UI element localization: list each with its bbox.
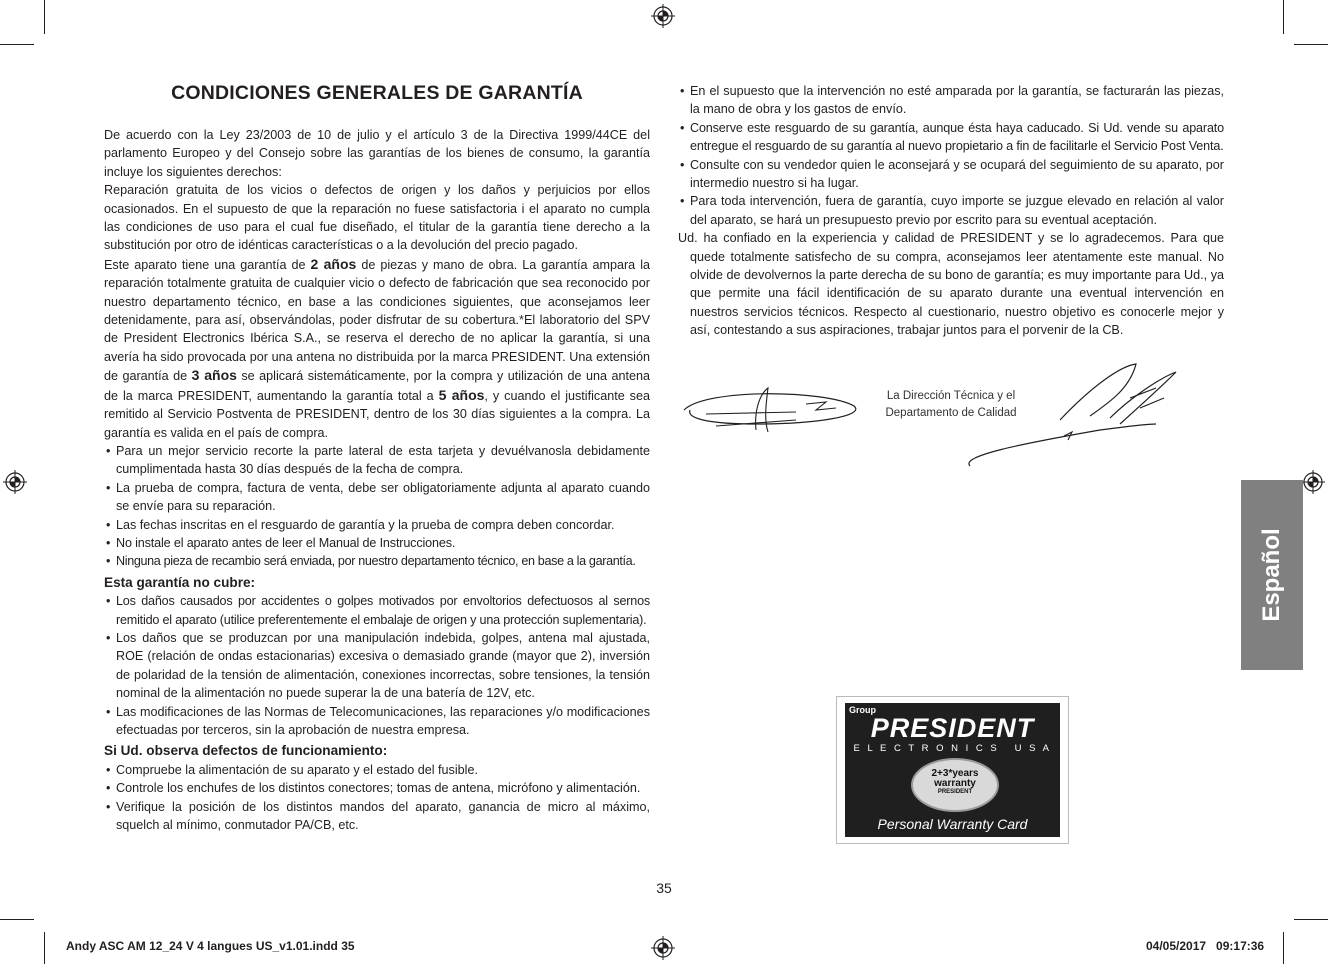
text-run: de piezas y mano de obra. La garantía ampara la reparación totalmente gratuita de cualquier vicio o defecto de fabricación que sea reconocido por nuestro departamento técnico, en base a las condiciones siguientes, que aconsejamos leer detenidamente, para así, observándolas, poder disfrutar de su cobertura.*El laboratorio del SPV de President Electronics Ibérica S.A., se reserva el derecho de no aplicar la garantía, si una avería ha sido provocada por una antena no distribuida por la marca PRESIDENT. Una extensión de garantía de [104,257,650,384]
list-item: • Ninguna pieza de recambio será enviada, por nuestro departamento técnico, en base a la garantía. [104,552,650,570]
intro-paragraph: De acuerdo con la Ley 23/2003 de 10 de julio y el artículo 3 de la Directiva 1999/44CE del parlamento Europeo y del Consejo sobre las garantías de los bienes de consumo, la garantía incluye los siguientes derechos: [104,128,650,179]
card-subtitle: E L E C T R O N I C S U S A [853,743,1052,754]
emphasis-text: 3 años [191,367,237,384]
crop-mark [1294,919,1328,920]
list-item: • Las modificaciones de las Normas de Telecomunicaciones, las reparaciones y/o modificaciones efectuadas por terceros, sin la aprobación de nuestra empresa. [104,703,650,740]
list-item: • Para un mejor servicio recorte la parte lateral de esta tarjeta y devuélvanosla debidamente cumplimentada hasta 30 días después de la fecha de compra. [104,442,650,479]
crop-mark [1283,932,1284,964]
crop-mark [1283,0,1284,34]
text-run: se aplicará sistemáticamente, por la compra y utilización de una antena de la marca PRESIDENT, aumentando la garantía total a [104,369,650,403]
warranty-badge [911,758,999,812]
left-column [104,126,650,834]
exclusions-list [104,592,650,739]
emphasis-text: 2 años [310,255,357,272]
section-heading: Si Ud. observa defectos de funcionamiento: [104,743,388,759]
crop-mark [44,0,45,34]
card-group-label: Group [849,705,876,715]
warranty-paragraph [104,255,650,442]
registration-mark-icon [1301,470,1325,494]
registration-mark-icon [651,936,675,960]
signature-left-icon [676,380,866,440]
list-item: • En el supuesto que la intervención no esté amparada por la garantía, se facturarán las piezas, la mano de obra y los gastos de envío. [678,82,1224,119]
text-run: , y cuando el justificante sea remitido al Servicio Postventa de PRESIDENT, dentro de los 30 días siguientes a la compra. La garantía es valida en el país de compra. [104,388,650,440]
page-title: CONDICIONES GENERALES DE GARANTÍA [171,82,583,104]
list-item: • Consulte con su vendedor quien le aconsejará y se ocupará del seguimiento de su aparato, por intermedio nuestro si ha lugar. [678,156,1224,193]
section-heading: Esta garantía no cubre: [104,574,256,590]
list-item: • Para toda intervención, fuera de garantía, cuyo importe se juzgue elevado en relación al valor del aparato, se hará un presupuesto previo por escrito para su eventual aceptación. [678,192,1224,229]
card-brand-logo: PRESIDENT [870,713,1035,743]
registration-mark-icon [651,4,675,28]
list-item: • Los daños causados por accidentes o golpes motivados por envoltorios defectuosos al sernos remitido el aparato (utilice preferentemente el embalaje de origen y una protección suplementaria). [104,592,650,629]
list-item: • Conserve este resguardo de su garantía, aunque ésta haya caducado. Si Ud. vende su aparato entregue el resguardo de su garantía al nuevo propietario a fin de facilitarle el Servicio Post Venta. [678,119,1224,156]
list-item: • Los daños que se produzcan por una manipulación indebida, golpes, antena mal ajustada, ROE (relación de ondas estacionarias) excesiva o demasiado grande (mayor que 2), inversión de polaridad de la tensión de alimentación, conexiones incorrectas, sobre tensiones, la tensión nominal de la alimentación no puede superar la de una batería de 12V, etc. [104,629,650,703]
warranty-card [845,703,1060,837]
right-column [678,82,1224,340]
crop-mark [44,932,45,964]
list-item: • Compruebe la alimentación de su aparato y el estado del fusible. [104,761,650,779]
repair-paragraph: Reparación gratuita de los vicios o defectos de origen y los daños y perjuicios por ellos ocasionados. En el supuesto de que la reparación no fuese satisfactoria i el aparato no cumpla las condiciones de uso para el cual fue diseñado, el titular de la garantía tiene derecho a la substitución por otro de idénticas características o a la devolución del precio pagado. [104,183,650,253]
footer-file-info: Andy ASC AM 12_24 V 4 langues US_v1.01.indd 35 [66,939,355,953]
language-tab [1241,480,1303,670]
crop-mark [0,44,34,45]
signature-caption-line: Departamento de Calidad [885,407,1017,419]
signature-caption-line: La Dirección Técnica y el [886,390,1016,402]
list-item: • Verifique la posición de los distintos mandos del aparato, ganancia de micro al máximo, squelch al mínimo, conmutador PA/CB, etc. [104,798,650,835]
text-run: Este aparato tiene una garantía de [104,257,311,272]
conditions-list [104,442,650,571]
language-tab-label: Español [1258,528,1285,622]
warranty-card-image [836,696,1069,844]
signature-right-icon [960,358,1190,474]
footer-timestamp: 04/05/2017 09:17:36 [1146,939,1265,953]
crop-mark [1294,44,1328,45]
emphasis-text: 5 años [438,386,485,403]
closing-paragraph: Ud. ha confiado en la experiencia y calidad de PRESIDENT y se lo agradecemos. Para que quede totalmente satisfecho de su compra, aconsejamos leer atentamente este manual. No olvide de devolvernos la parte derecha de su bono de garantía; es muy importante para Ud., ya que permite una fácil identificación de su aparato durante una eventual intervención en nuestros servicios técnicos. Respecto al cuestionario, nuestro objetivo es conocerle mejor y así, contestando a sus aspiraciones, trabajar juntos para el porvenir de la CB. [678,231,1224,338]
badge-brand: PRESIDENT [937,789,973,795]
list-item: • La prueba de compra, factura de venta, debe ser obligatoriamente adjunta al aparato cuando se envíe para su reparación. [104,479,650,516]
registration-mark-icon [3,470,27,494]
list-item: • No instale el aparato antes de leer el Manual de Instrucciones. [104,534,650,552]
list-item: • Controle los enchufes de los distintos conectores; tomas de antena, micrófono y alimentación. [104,779,650,797]
service-list [678,82,1224,229]
badge-years: 2+3*years [931,768,979,779]
page-number: 35 [656,880,672,896]
badge-warranty: warranty [934,778,976,789]
crop-mark [0,919,34,920]
troubleshoot-list [104,761,650,835]
list-item: • Las fechas inscritas en el resguardo de garantía y la prueba de compra deben concordar. [104,516,650,534]
card-caption: Personal Warranty Card [877,816,1028,832]
